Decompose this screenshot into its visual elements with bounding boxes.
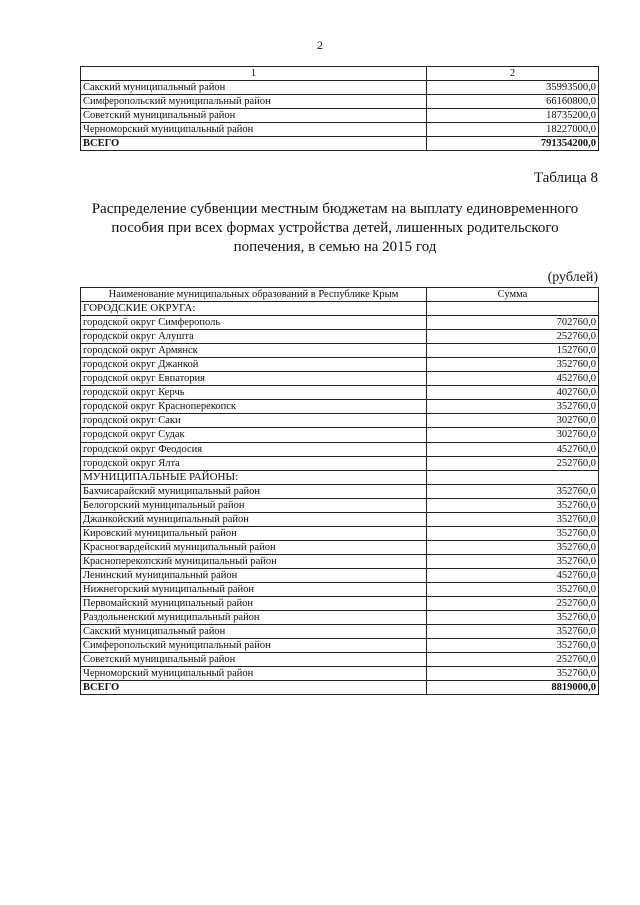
row-name: городской округ Евпатория bbox=[81, 372, 427, 386]
row-value: 352760,0 bbox=[427, 667, 599, 681]
row-name: Красногвардейский муниципальный район bbox=[81, 540, 427, 554]
page-number: 2 bbox=[317, 38, 323, 52]
row-name: городской округ Саки bbox=[81, 414, 427, 428]
row-name: Симферопольский муниципальный район bbox=[81, 95, 427, 109]
column-header-name: Наименование муниципальных образований в Республике Крым bbox=[81, 288, 427, 302]
row-value: 18735200,0 bbox=[427, 109, 599, 123]
table-row bbox=[81, 428, 599, 442]
total-row bbox=[81, 137, 599, 151]
table-row bbox=[81, 81, 599, 95]
section-heading: МУНИЦИПАЛЬНЫЕ РАЙОНЫ: bbox=[81, 470, 427, 484]
row-value: 791354200,0 bbox=[427, 137, 599, 151]
row-value: 8819000,0 bbox=[427, 681, 599, 695]
row-name: Советский муниципальный район bbox=[81, 653, 427, 667]
row-name: Сакский муниципальный район bbox=[81, 81, 427, 95]
table-row bbox=[81, 512, 599, 526]
table-row bbox=[81, 456, 599, 470]
section-row bbox=[81, 302, 599, 316]
table-title bbox=[70, 200, 600, 257]
row-name: городской округ Красноперекопск bbox=[81, 400, 427, 414]
column-header-sum: Сумма bbox=[427, 288, 599, 302]
row-value: 702760,0 bbox=[427, 316, 599, 330]
row-name: Сакский муниципальный район bbox=[81, 625, 427, 639]
table-row bbox=[81, 597, 599, 611]
row-name: городской округ Симферополь bbox=[81, 316, 427, 330]
subvention-table-body bbox=[81, 302, 599, 695]
row-value: 452760,0 bbox=[427, 568, 599, 582]
table-title-line-1: Распределение субвенции местным бюджетам на выплату единовременного bbox=[91, 201, 579, 217]
row-name: городской округ Ялта bbox=[81, 456, 427, 470]
row-name: ВСЕГО bbox=[81, 137, 427, 151]
table-row bbox=[81, 611, 599, 625]
subvention-table bbox=[80, 287, 599, 695]
section-heading: ГОРОДСКИЕ ОКРУГА: bbox=[81, 302, 427, 316]
row-value: 452760,0 bbox=[427, 372, 599, 386]
column-header-1: 1 bbox=[81, 67, 427, 81]
continued-table bbox=[80, 66, 599, 151]
section-row bbox=[81, 470, 599, 484]
table-row bbox=[81, 358, 599, 372]
table-row bbox=[81, 123, 599, 137]
continued-table-body bbox=[81, 81, 599, 151]
table-label: Таблица 8 bbox=[533, 170, 598, 186]
row-value: 352760,0 bbox=[427, 526, 599, 540]
table-row bbox=[81, 667, 599, 681]
table-row bbox=[81, 442, 599, 456]
row-name: городской округ Феодосия bbox=[81, 442, 427, 456]
row-name: Черноморский муниципальный район bbox=[81, 123, 427, 137]
row-name: ВСЕГО bbox=[81, 681, 427, 695]
row-value: 252760,0 bbox=[427, 597, 599, 611]
table-row bbox=[81, 526, 599, 540]
row-value: 66160800,0 bbox=[427, 95, 599, 109]
row-name: Джанкойский муниципальный район bbox=[81, 512, 427, 526]
row-value: 352760,0 bbox=[427, 484, 599, 498]
row-value: 252760,0 bbox=[427, 456, 599, 470]
row-name: Нижнегорский муниципальный район bbox=[81, 582, 427, 596]
row-value: 352760,0 bbox=[427, 358, 599, 372]
row-name: Симферопольский муниципальный район bbox=[81, 639, 427, 653]
table-row bbox=[81, 372, 599, 386]
table-row bbox=[81, 316, 599, 330]
row-value: 302760,0 bbox=[427, 414, 599, 428]
row-name: Черноморский муниципальный район bbox=[81, 667, 427, 681]
row-name: городской округ Армянск bbox=[81, 344, 427, 358]
row-value: 352760,0 bbox=[427, 512, 599, 526]
row-name: Бахчисарайский муниципальный район bbox=[81, 484, 427, 498]
total-row bbox=[81, 681, 599, 695]
table-row bbox=[81, 400, 599, 414]
table-row bbox=[81, 540, 599, 554]
table-title-line-3: попечения, в семью на 2015 год bbox=[233, 239, 437, 255]
table-row bbox=[81, 414, 599, 428]
table-row bbox=[81, 554, 599, 568]
row-name: Советский муниципальный район bbox=[81, 109, 427, 123]
row-value: 452760,0 bbox=[427, 442, 599, 456]
table-row bbox=[81, 344, 599, 358]
row-name: Красноперекопский муниципальный район bbox=[81, 554, 427, 568]
table-title-line-2: пособия при всех формах устройства детей, лишенных родительского bbox=[111, 220, 559, 236]
row-value: 152760,0 bbox=[427, 344, 599, 358]
row-name: Ленинский муниципальный район bbox=[81, 568, 427, 582]
table-row bbox=[81, 386, 599, 400]
row-value: 302760,0 bbox=[427, 428, 599, 442]
row-value: 352760,0 bbox=[427, 582, 599, 596]
table-row bbox=[81, 582, 599, 596]
row-value: 35993500,0 bbox=[427, 81, 599, 95]
row-name: городской округ Керчь bbox=[81, 386, 427, 400]
row-name: Белогорский муниципальный район bbox=[81, 498, 427, 512]
row-value: 352760,0 bbox=[427, 554, 599, 568]
table-row bbox=[81, 625, 599, 639]
row-value: 252760,0 bbox=[427, 330, 599, 344]
row-name: городской округ Алушта bbox=[81, 330, 427, 344]
row-value: 352760,0 bbox=[427, 400, 599, 414]
row-name: Первомайский муниципальный район bbox=[81, 597, 427, 611]
row-value: 352760,0 bbox=[427, 625, 599, 639]
row-value: 252760,0 bbox=[427, 653, 599, 667]
row-name: городской округ Джанкой bbox=[81, 358, 427, 372]
table-row bbox=[81, 109, 599, 123]
row-value: 352760,0 bbox=[427, 498, 599, 512]
table-row bbox=[81, 498, 599, 512]
table-row bbox=[81, 639, 599, 653]
column-header-2: 2 bbox=[427, 67, 599, 81]
row-name: Кировский муниципальный район bbox=[81, 526, 427, 540]
row-value: 18227000,0 bbox=[427, 123, 599, 137]
table-row bbox=[81, 653, 599, 667]
table-row bbox=[81, 330, 599, 344]
row-value: 352760,0 bbox=[427, 611, 599, 625]
section-empty-cell bbox=[427, 470, 599, 484]
row-name: городской округ Судак bbox=[81, 428, 427, 442]
section-empty-cell bbox=[427, 302, 599, 316]
row-value: 402760,0 bbox=[427, 386, 599, 400]
units-label: (рублей) bbox=[547, 270, 598, 285]
table-row bbox=[81, 568, 599, 582]
table-row bbox=[81, 484, 599, 498]
row-name: Раздольненский муниципальный район bbox=[81, 611, 427, 625]
row-value: 352760,0 bbox=[427, 639, 599, 653]
row-value: 352760,0 bbox=[427, 540, 599, 554]
table-row bbox=[81, 95, 599, 109]
